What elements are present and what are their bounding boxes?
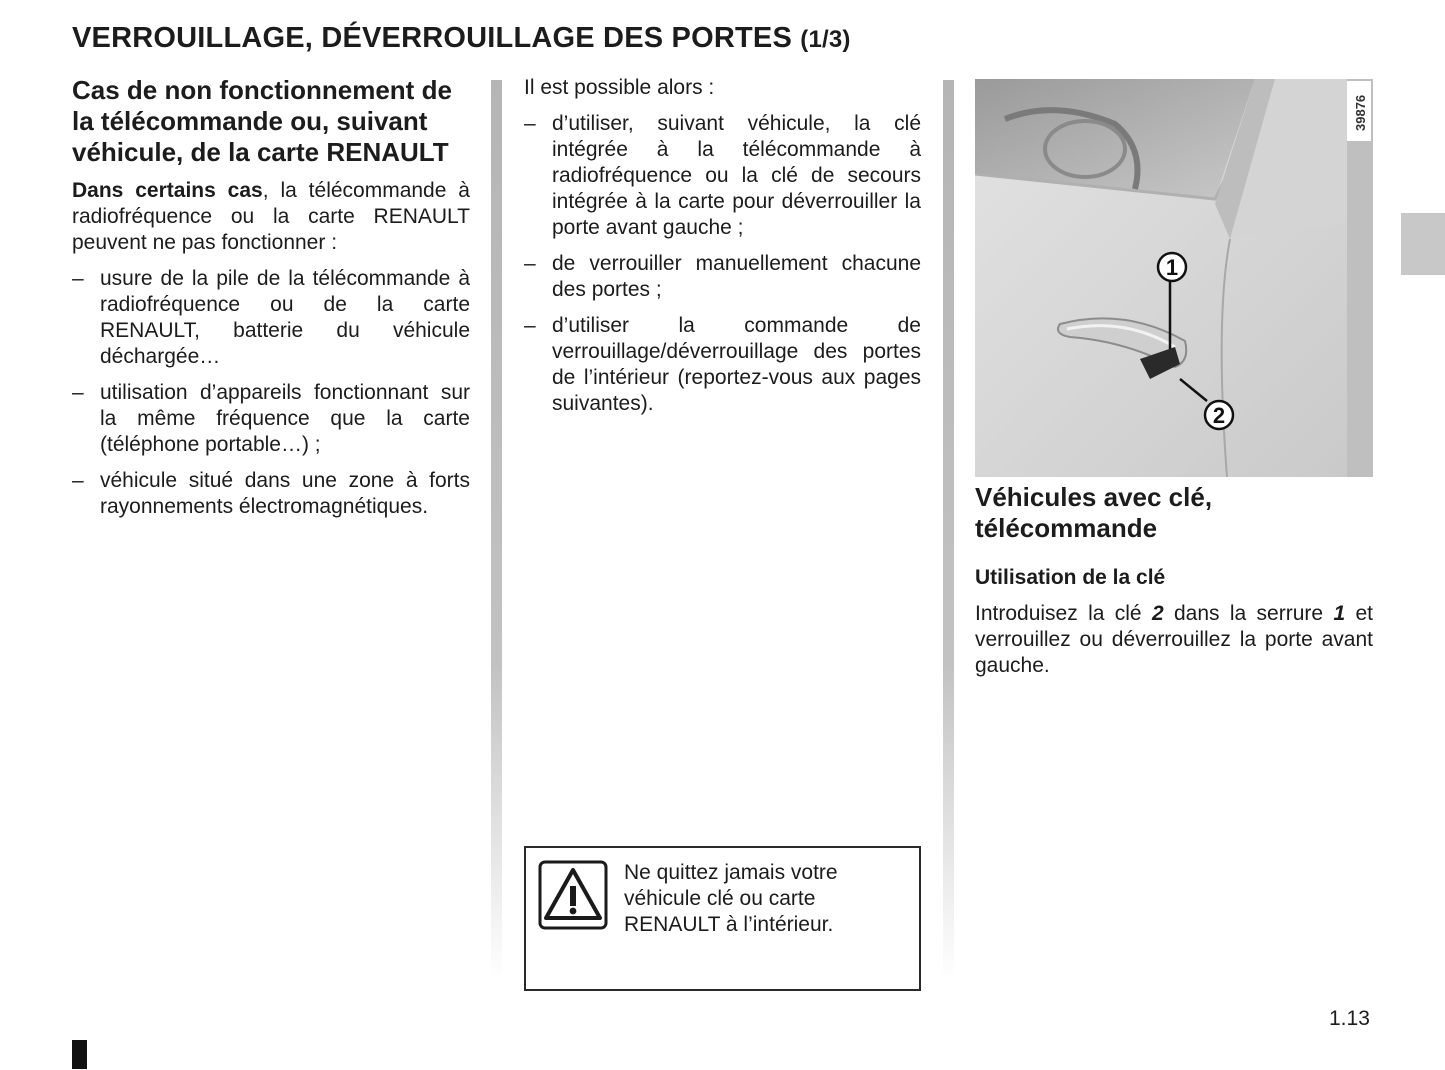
vehicle-heading: Véhicules avec clé, télécommande [975,482,1213,543]
instruction-part: et verrouillez ou déverrouillez la porte avant gauche. [975,602,1373,677]
lock-number: 1 [1333,602,1346,625]
key-subheading: Utilisation de la clé [975,566,1166,589]
instruction-part: Introduisez la clé [975,602,1152,625]
door-lock-photo [975,79,1373,477]
column-1 [72,75,470,520]
callout-2: 2 [1212,403,1226,428]
page-title [72,22,851,55]
key-instructions [975,601,1373,679]
column-1-body [72,178,470,520]
column-divider [491,80,502,980]
list-item: – d’utiliser, suivant véhicule, la clé intégrée à la télécommande à radiofréquence ou la clé de secours intégrée à la carte pour déverrouiller la porte avant gauche ; [524,111,921,241]
warning-icon [538,860,608,930]
instruction-part: dans la serrure [1163,602,1334,625]
warning-text: Ne quittez jamais votre véhicule clé ou carte RENAULT à l’intérieur. [624,861,838,936]
corner-mark [72,1040,87,1069]
title-text: VERROUILLAGE, DÉVERROUILLAGE DES PORTES [72,22,792,54]
callout-1: 1 [1165,255,1179,280]
list-item: – utilisation d’appareils fonctionnant sur la même fréquence que la carte (téléphone portable…) ; [72,380,470,458]
warning-box [524,846,921,991]
column-divider [943,80,954,980]
car-door-illustration [975,79,1373,477]
list-item: – d’utiliser la commande de verrouillage/déverrouillage des portes de l’intérieur (reportez-vous aux pages suivantes). [524,313,921,417]
column-3 [975,482,1373,679]
chapter-tab [1401,213,1445,275]
column-2-intro: Il est possible alors : [524,76,715,99]
image-ref: 39876 [1353,94,1368,131]
column-2 [524,75,921,417]
list-item: – véhicule situé dans une zone à forts rayonnements électromagnétiques. [72,468,470,520]
list-item: – de verrouiller manuellement chacune des portes ; [524,251,921,303]
intro-rest: , la télécommande à radiofréquence ou la carte RENAULT peuvent ne pas fonctionner : [72,179,470,254]
section-heading: Cas de non fonctionnement de la télécommande ou, suivant véhicule, de la carte RENAULT [72,75,452,167]
intro-paragraph [72,178,470,256]
key-number: 2 [1151,602,1164,625]
page-number: 1.13 [1329,1007,1370,1030]
title-part: (1/3) [800,26,851,53]
intro-bold: Dans certains cas [72,179,263,202]
list-item: – usure de la pile de la télécommande à radiofréquence ou de la carte RENAULT, batterie du véhicule déchargée… [72,266,470,370]
